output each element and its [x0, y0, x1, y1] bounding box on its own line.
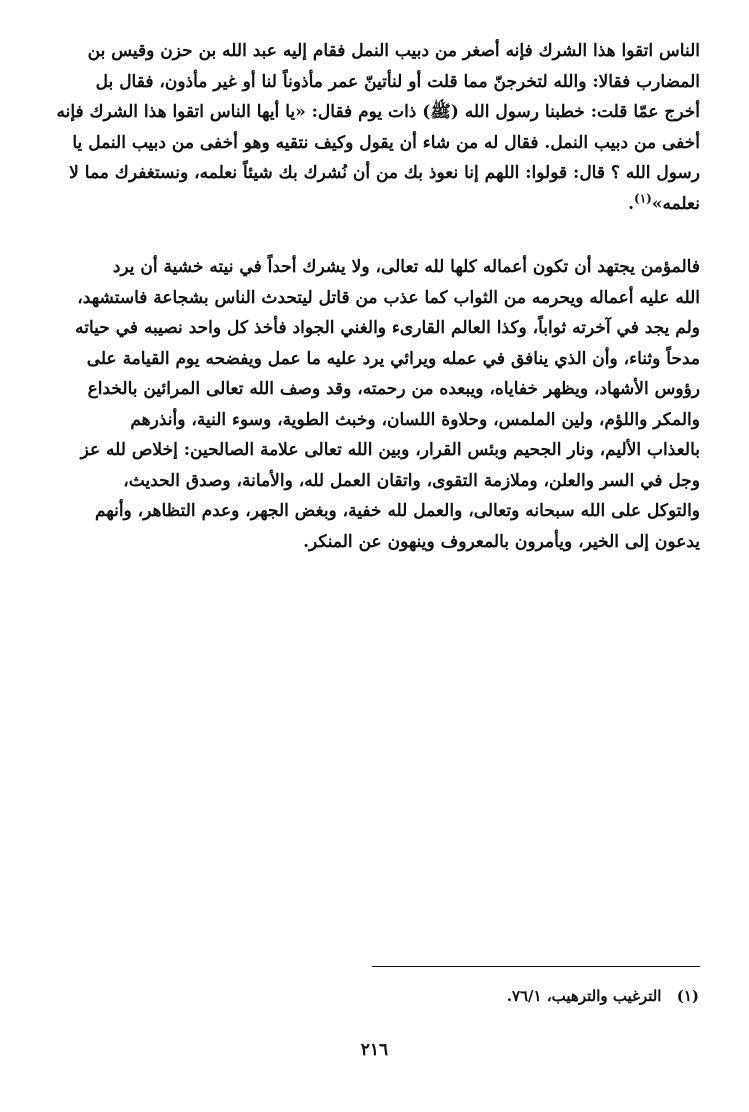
paragraph-1-last-line	[40, 189, 700, 220]
paragraph-1-line: أخرج عمّا قلت: خطبنا رسول الله (ﷺ) ذات يوم فقال: «يا أيها الناس اتقوا هذا الشرك فإنه	[56, 102, 700, 122]
paragraph-1-line: المضارب فقالا: والله لتخرجنّ مما قلت أو لنأتينّ عمر مأذوناً لنا أو غير مأذون، فقال بل	[95, 71, 700, 92]
page-number: ٢١٦	[360, 1040, 389, 1060]
paragraph-1-line: الناس اتقوا هذا الشرك فإنه أصغر من دبيب النمل فقام إليه عبد الله بن حزن وقيس بن	[87, 41, 700, 61]
footnote-marker: (١)	[676, 987, 699, 1005]
paragraph-2-line: بالعذاب الأليم، ونار الجحيم وبئس القرار، وبين الله تعالى علامة الصالحين: إخلاص لله عز	[80, 440, 700, 460]
paragraph-2-line: رؤوس الأشهاد، ويظهر خفاياه، ويبعده من رحمته، وقد وصف الله تعالى المرائين بالخداع	[87, 379, 700, 399]
paragraph-2	[40, 252, 700, 557]
paragraph-1-line: رسول الله ؟ قال: قولوا: اللهم إنا نعوذ بك من أن نُشرك بك شيئاً نعلمه، ونستغفرك مما لا	[69, 163, 700, 183]
footnote-text: الترغيب والترهيب، ٧٦/١.	[506, 987, 662, 1005]
paragraph-2-line: الله عليه أعماله ويحرمه من الثواب كما عذب من قاتل ليتحدث الناس بشجاعة فاستشهد،	[77, 287, 700, 308]
paragraph-2-line: فالمؤمن يجتهد أن تكون أعماله كلها لله تعالى، ولا يشرك أحداً في نيته خشية أن يرد	[112, 257, 700, 277]
paragraph-1-line: أخفى من دبيب النمل. فقال له من شاء أن يقول وكيف نتقيه وهو أخفى من دبيب النمل يا	[72, 132, 700, 153]
paragraph-2-line: ولم يجد في آخرته ثواباً، وكذا العالم القارىء والغني الجواد فأخذ كل واحد نصيبه في حياته	[75, 318, 700, 338]
paragraph-1-last-line-end: .	[628, 193, 635, 214]
paragraph-1-last-line-text: نعلمه»	[651, 193, 700, 214]
paragraph-2-line: وجل في السر والعلن، وملازمة التقوى، واتقان العمل لله، والأمانة، وصدق الحديث،	[123, 470, 700, 491]
footnote	[299, 984, 699, 1008]
paragraph-1	[40, 36, 700, 219]
paragraph-2-line: مدحاً وثناء، وأن الذي ينافق في عمله ويرائي يرد عليه ما عمل ويفضحه يوم القيامة على	[86, 348, 700, 369]
paragraph-2-line: والتوكل على الله سبحانه وتعالى، والعمل لله خفية، وبغض الجهر، وعدم التظاهر، وأنهم	[94, 501, 700, 521]
footnote-reference[interactable]: (١)	[634, 190, 652, 205]
footnote-divider	[372, 966, 700, 967]
paragraph-2-line: يدعون إلى الخير، ويأمرون بالمعروف وينهون عن المنكر.	[303, 531, 700, 552]
paragraph-2-line: والمكر واللؤم، ولين الملمس، وحلاوة اللسان، وخبث الطوية، وسوء النية، وأنذرهم	[130, 409, 700, 430]
